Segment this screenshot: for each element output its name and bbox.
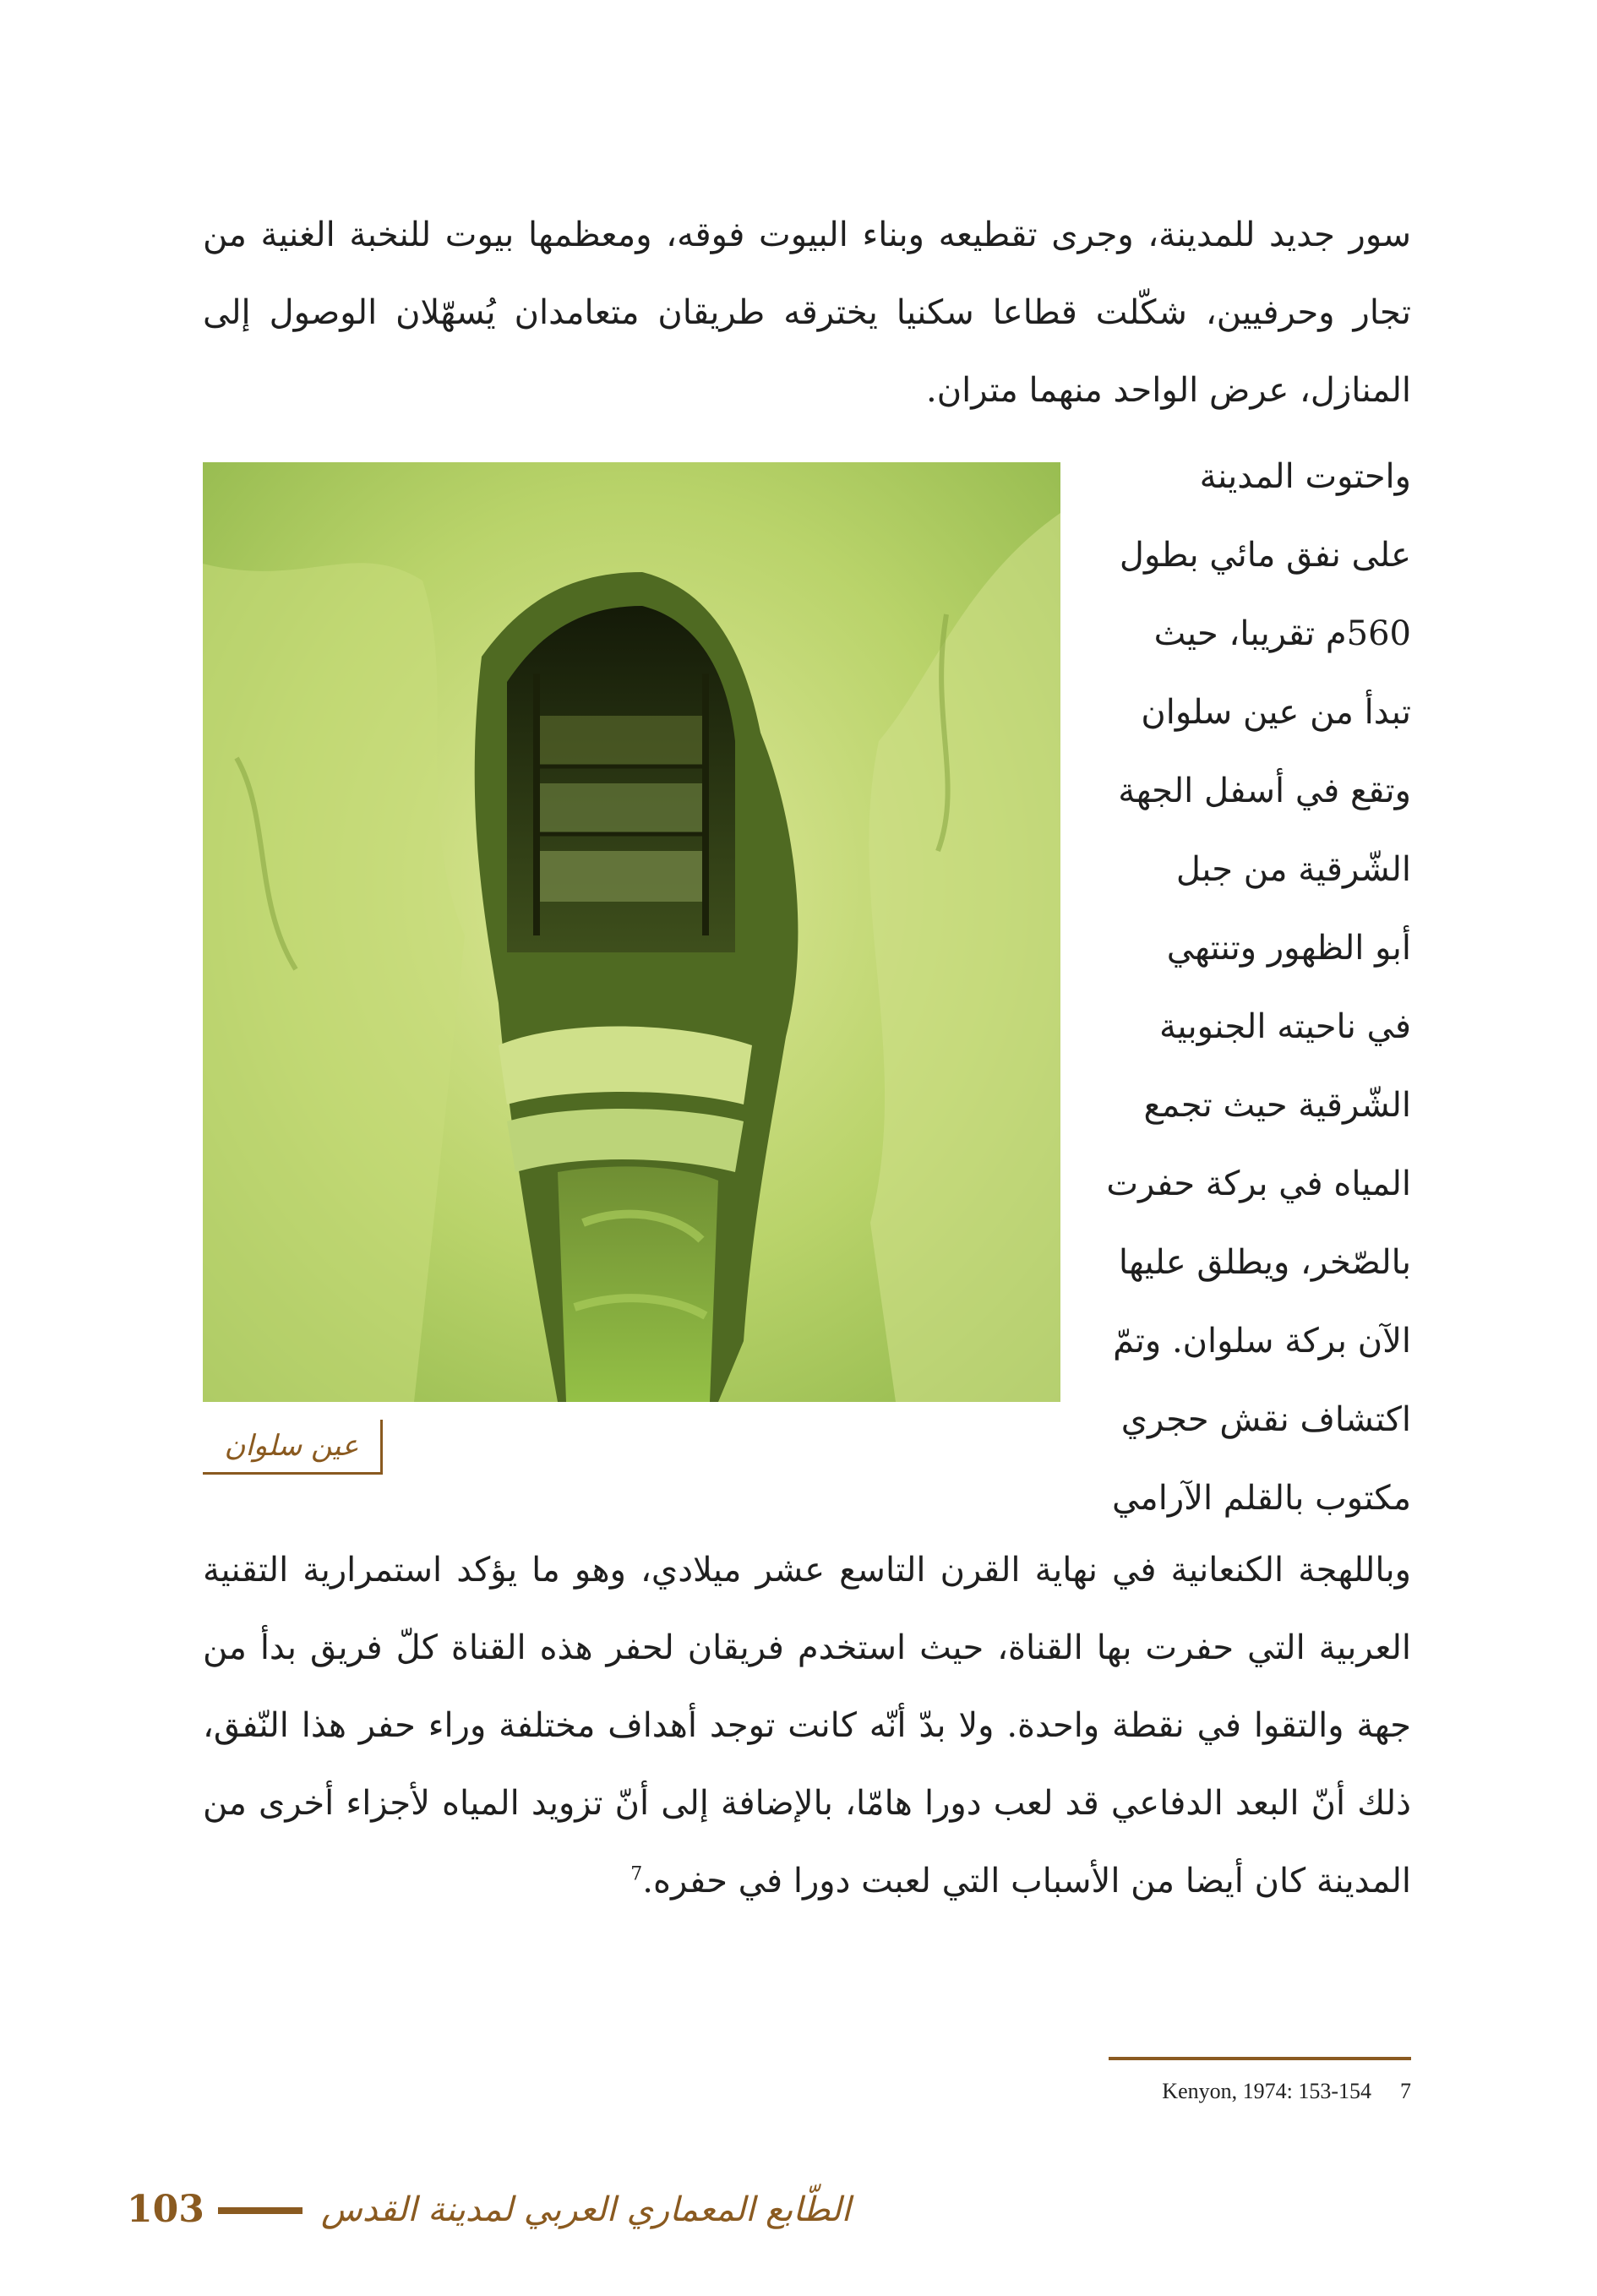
side-line: واحتوت المدينة [1199, 457, 1411, 496]
side-line: بالصّخر، ويطلق عليها [1118, 1243, 1411, 1282]
side-line: مكتوب بالقلم الآرامي [1111, 1479, 1411, 1518]
paragraph-bottom-text: وباللهجة الكنعانية في نهاية القرن التاسع عشر ميلادي، وهو ما يؤكد استمرارية التقنية العربية التي حفرت بها القناة، حيث استخدم فريقان لحفر هذه القناة كلّ فريق بدأ من جهة والتقوا في نقطة واحدة. ولا بدّ أنّه كانت توجد أهداف مختلفة وراء حفر هذا النّفق، ذلك أنّ البعد الدفاعي قد لعب دورا هامّا، بالإضافة إلى أنّ تزويد المياه لأجزاء أخرى من المدينة كان أيضا من الأسباب التي لعبت دورا في حفره. [203, 1551, 1411, 1901]
footnote-text: Kenyon, 1974: 153-154 [1162, 2079, 1371, 2103]
side-line: أبو الظهور وتنتهي [1166, 929, 1411, 968]
footnote-divider [1109, 2057, 1411, 2060]
side-line: اكتشاف نقش حجري [1120, 1400, 1411, 1439]
side-line: في ناحيته الجنوبية [1158, 1007, 1411, 1046]
side-line: على نفق مائي بطول [1119, 536, 1411, 575]
footer-divider-bar [218, 2207, 303, 2214]
footnote [1014, 2075, 1411, 2108]
tunnel-photo [203, 462, 1060, 1402]
footnote-number: 7 [1400, 2079, 1411, 2103]
side-line: المياه في بركة حفرت [1106, 1164, 1411, 1203]
paragraph-top: سور جديد للمدينة، وجرى تقطيعه وبناء البيوت فوقه، ومعظمها بيوت للنخبة الغنية من تجار وحرفيين، شكّلت قطاعا سكنيا يخترقه طريقان متعامدان يُسهّلان الوصول إلى المنازل، عرض الواحد منهما متران. [203, 215, 1411, 410]
running-footer [127, 2180, 887, 2239]
side-line: الشّرقية حيث تجمع [1143, 1086, 1411, 1125]
page-number: 103 [127, 2188, 204, 2231]
side-line: 560م تقريبا، حيث [1153, 614, 1411, 653]
running-book-title: الطّابع المعماري العربي لمدينة القدس [321, 2190, 851, 2229]
paragraph-bottom [203, 1531, 1411, 1920]
photo-caption: عين سلوان [203, 1420, 383, 1475]
side-line: الآن بركة سلوان. وتمّ [1113, 1322, 1411, 1361]
side-line: وتقع في أسفل الجهة [1118, 772, 1411, 810]
footnote-reference[interactable]: 7 [630, 1863, 643, 1885]
side-line: الشّرقية من جبل [1175, 850, 1411, 889]
side-line: تبدأ من عين سلوان [1141, 693, 1411, 732]
paragraph-beside-photo [1090, 438, 1411, 1538]
tunnel-illustration [203, 462, 1060, 1402]
